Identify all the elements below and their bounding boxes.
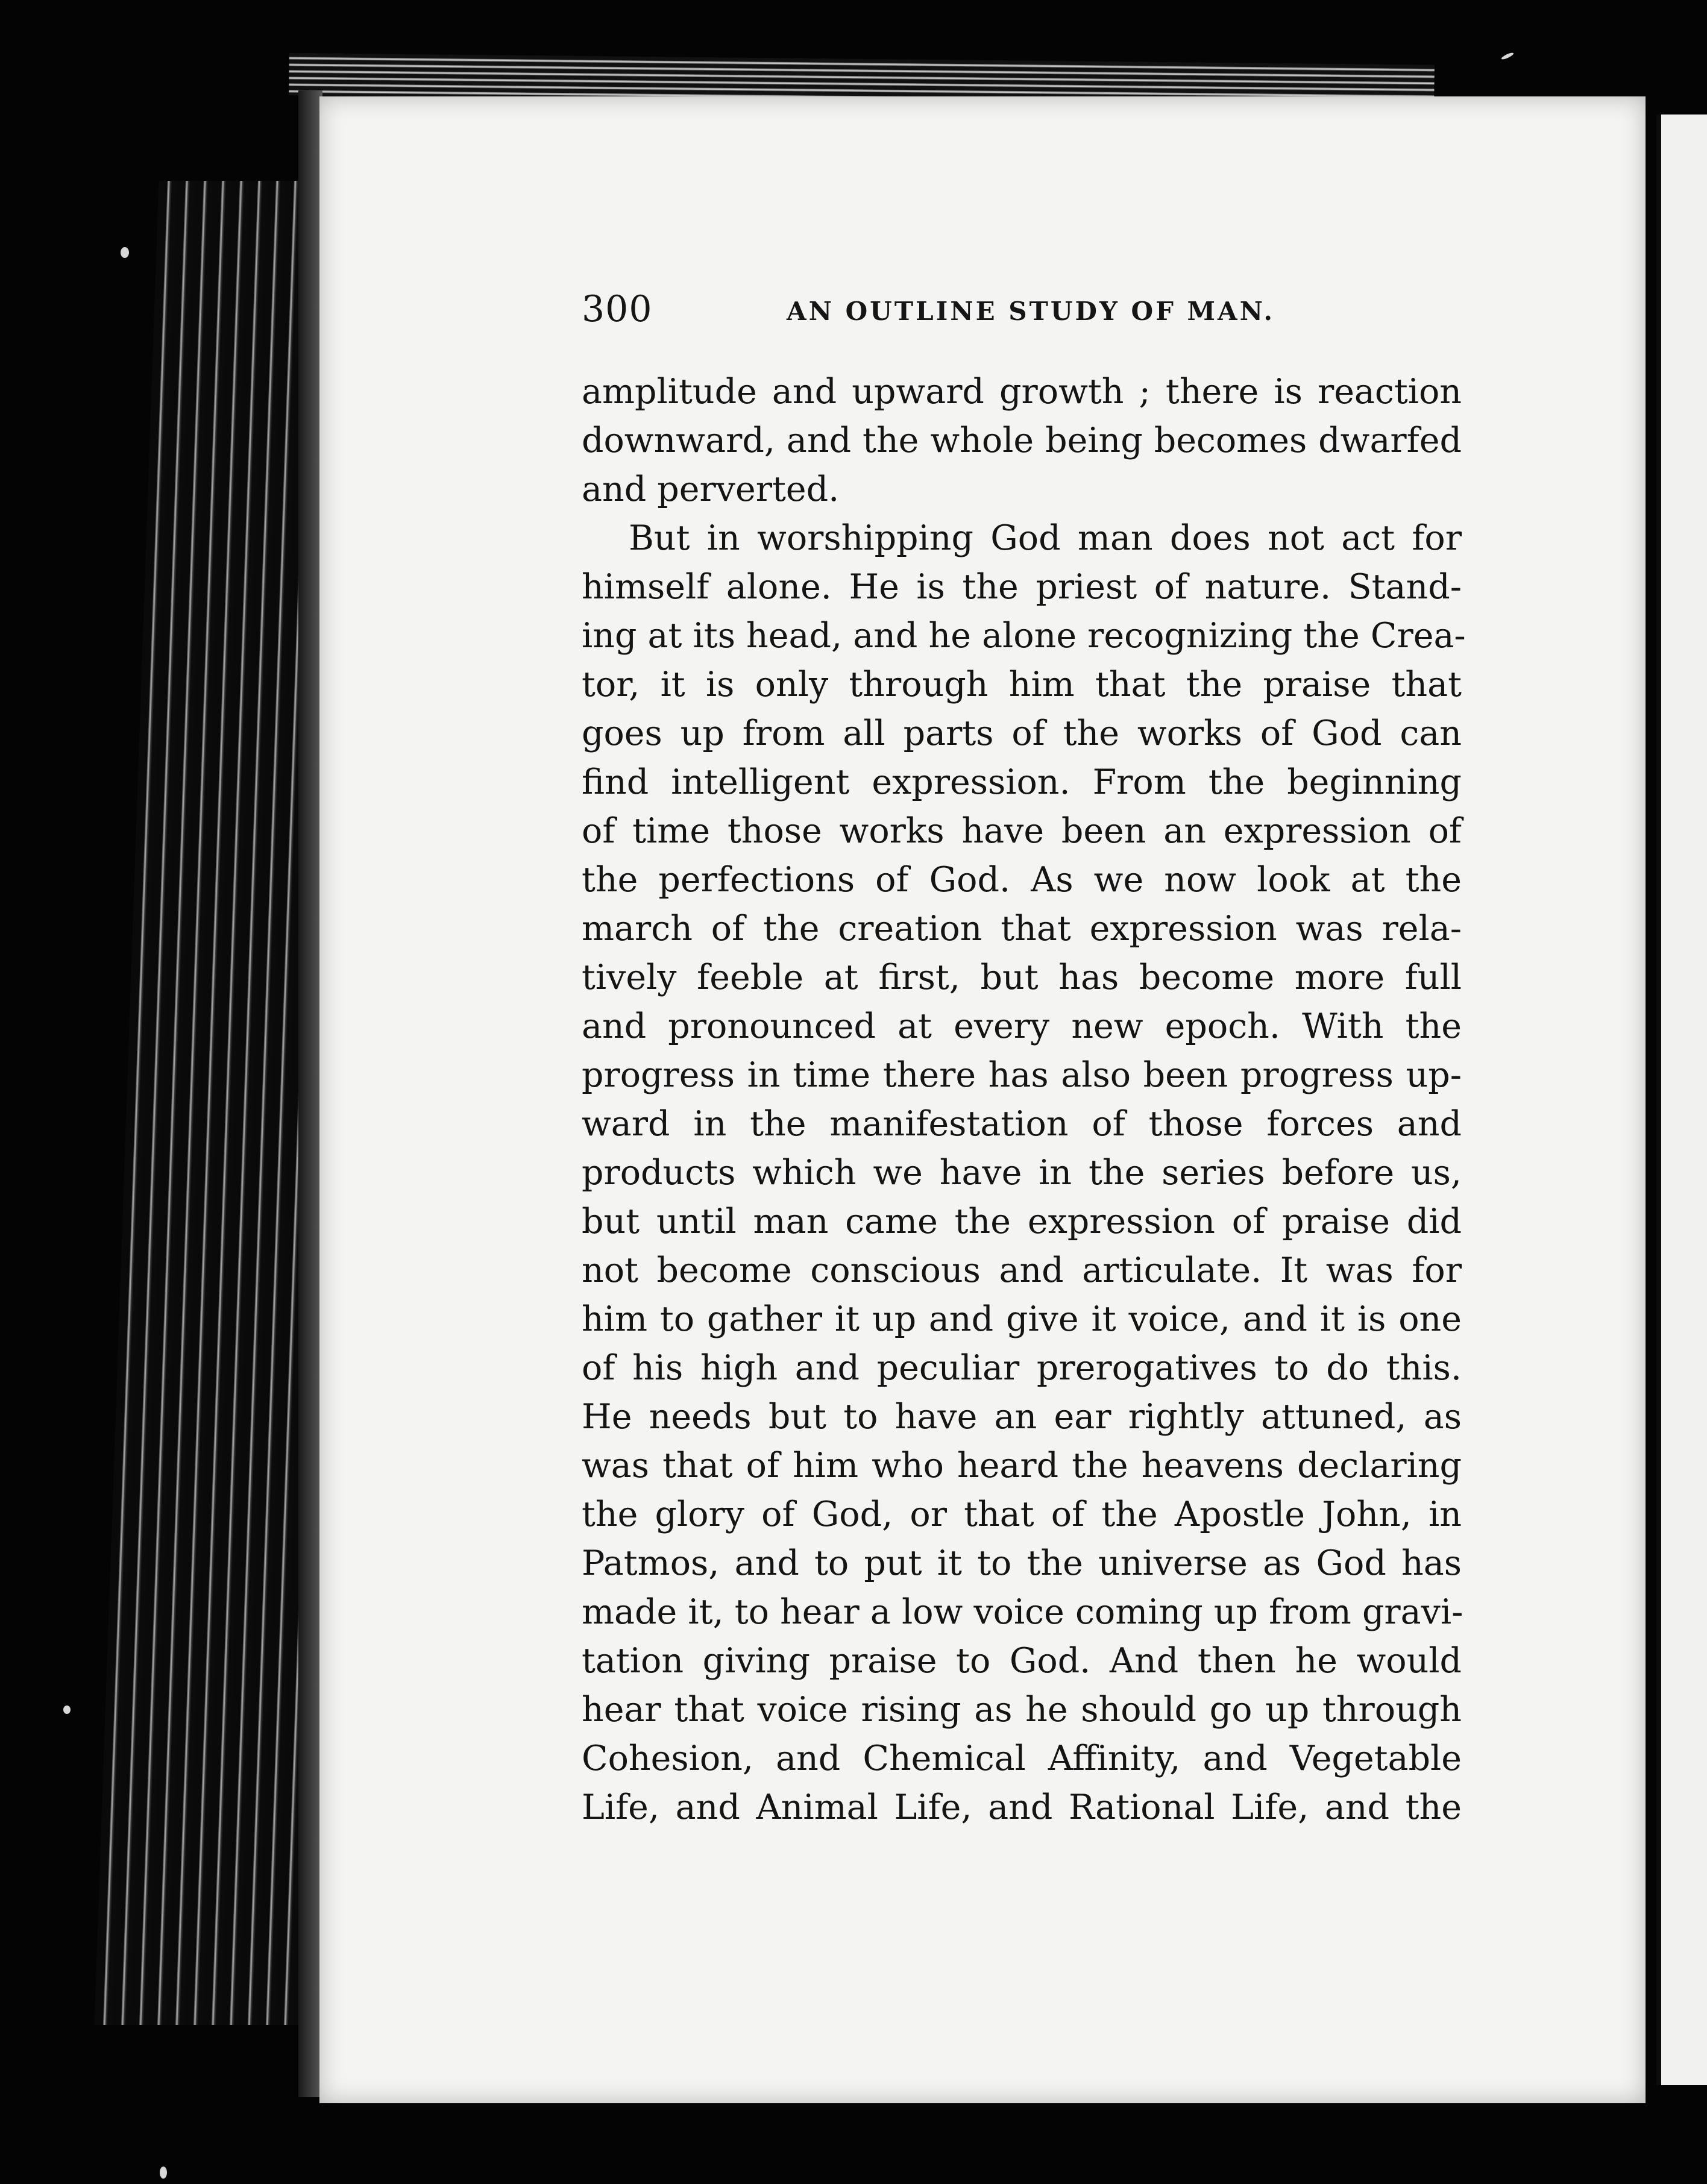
text-line: not become conscious and articulate. It was for <box>582 1250 1462 1290</box>
text-line: of time those works have been an expression of <box>582 811 1462 851</box>
text-line: but until man came the expression of praise did <box>582 1202 1462 1241</box>
text-line: products which we have in the series before us, <box>582 1153 1462 1193</box>
text-line: the perfections of God. As we now look at the <box>582 860 1462 900</box>
text-line: Patmos, and to put it to the universe as God has <box>582 1543 1462 1583</box>
text-line: ward in the manifestation of those forces and <box>582 1104 1462 1144</box>
text-line: of his high and peculiar prerogatives to do this. <box>582 1348 1462 1388</box>
text-line: tively feeble at first, but has become more full <box>582 958 1462 997</box>
text-line: downward, and the whole being becomes dwarfed <box>582 421 1462 460</box>
text-line: made it, to hear a low voice coming up from gravi- <box>582 1592 1463 1632</box>
paragraph-first-line: But in worshipping God man does not act for <box>629 518 1462 558</box>
text-line: the glory of God, or that of the Apostle John, in <box>582 1495 1462 1534</box>
body-text <box>582 368 1466 1832</box>
text-line: tor, it is only through him that the praise that <box>582 665 1462 704</box>
text-line: tation giving praise to God. And then he would <box>582 1641 1462 1681</box>
text-line: Life, and Animal Life, and Rational Life, and the <box>582 1787 1462 1827</box>
text-line: amplitude and upward growth ; there is reaction <box>582 372 1462 412</box>
scan-speck <box>63 1705 71 1714</box>
scan-speck <box>1501 52 1514 61</box>
scan-speck <box>160 2167 167 2179</box>
text-line: find intelligent expression. From the beginning <box>582 762 1462 802</box>
running-header <box>582 288 1462 336</box>
text-line: and pronounced at every new epoch. With the <box>582 1006 1462 1046</box>
gutter-shadow <box>298 90 322 2097</box>
text-line: hear that voice rising as he should go up through <box>582 1690 1462 1730</box>
text-line: and perverted. <box>582 469 840 509</box>
running-head-title: AN OUTLINE STUDY OF MAN. <box>787 297 1275 326</box>
scan-speck <box>121 247 129 258</box>
text-line: march of the creation that expression was rela- <box>582 909 1462 949</box>
text-line: He needs but to have an ear rightly attuned, as <box>582 1397 1462 1437</box>
facing-page-edge <box>1656 115 1707 2085</box>
text-line: progress in time there has also been progress up- <box>582 1055 1462 1095</box>
text-line: him to gather it up and give it voice, and it is one <box>582 1299 1462 1339</box>
text-line: ing at its head, and he alone recognizing the Crea- <box>582 616 1466 656</box>
page-number: 300 <box>582 288 653 330</box>
text-line: himself alone. He is the priest of nature. Stand- <box>582 567 1462 607</box>
text-line: goes up from all parts of the works of God can <box>582 714 1462 753</box>
text-line: Cohesion, and Chemical Affinity, and Vegetable <box>582 1739 1462 1778</box>
text-line: was that of him who heard the heavens declaring <box>582 1446 1462 1486</box>
